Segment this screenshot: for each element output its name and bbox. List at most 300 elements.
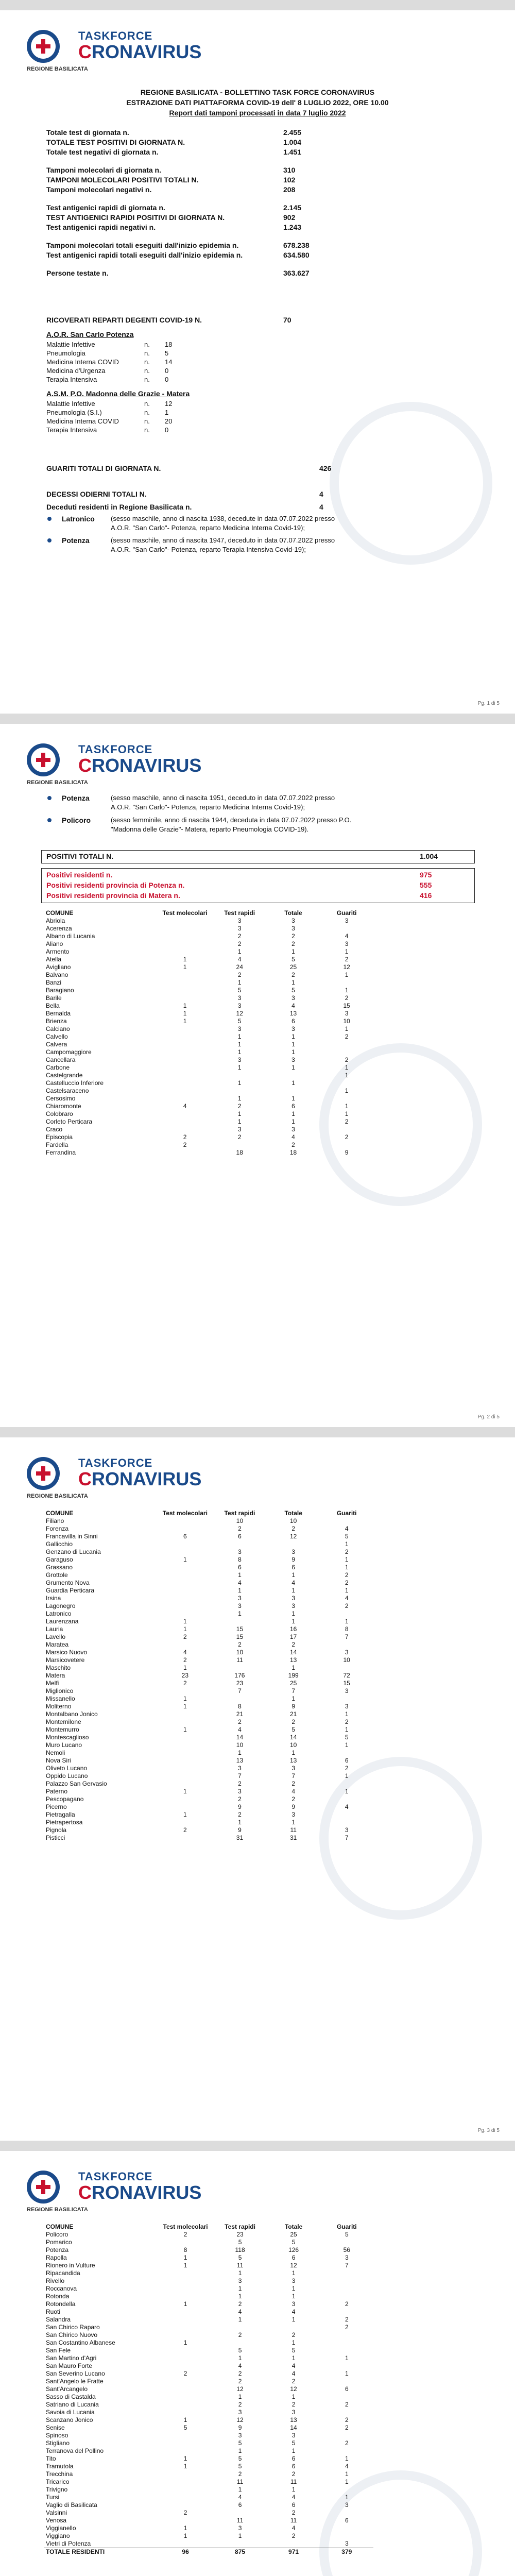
table-row: [44, 1025, 373, 1033]
table-cell: 5: [238, 2347, 242, 2354]
table-cell: [320, 925, 373, 933]
table-cell: Satriano di Lucania: [46, 2401, 99, 2408]
table-cell: 4: [345, 1525, 349, 1532]
title-3: Report dati tamponi processati in data 7 luglio 2022: [169, 109, 346, 117]
table-header: Test rapidi: [225, 2223, 255, 2230]
table-cell: Calciano: [46, 1025, 70, 1032]
table-cell: 3: [291, 1056, 295, 1063]
table-cell: [158, 2517, 213, 2524]
table-cell: 4: [238, 2308, 242, 2315]
positivi-res-value: 416: [420, 891, 432, 900]
table-cell: Pietragalla: [46, 1811, 75, 1818]
table-cell: [320, 2409, 373, 2416]
table-header: Test molecolari: [162, 909, 208, 917]
table-cell: [320, 1664, 373, 1672]
table-cell: 1: [183, 1788, 187, 1795]
hosp-count: 1: [165, 409, 169, 416]
table-cell: 23: [236, 2231, 244, 2238]
stat-value: 1.004: [283, 138, 302, 146]
table-cell: 2: [345, 2300, 349, 2308]
brand-top: TASKFORCE: [78, 743, 153, 756]
table-cell: 5: [238, 2254, 242, 2261]
table-cell: [158, 1025, 213, 1033]
table-cell: Grottole: [46, 1571, 68, 1579]
ricoverati-label: RICOVERATI REPARTI DEGENTI COVID-19 N.: [46, 316, 202, 324]
table-cell: 1: [183, 2455, 187, 2462]
stat-value: 2.455: [283, 128, 302, 137]
table-cell: [320, 2277, 373, 2285]
table-cell: Melfi: [46, 1680, 59, 1687]
table-cell: 2: [238, 1795, 242, 1803]
table-cell: 2: [345, 2316, 349, 2323]
table-cell: [158, 1734, 213, 1741]
table-cell: 118: [235, 2246, 245, 2253]
table-cell: 15: [236, 1633, 244, 1640]
table-cell: [320, 2347, 373, 2354]
table-cell: 5: [345, 1533, 349, 1540]
table-cell: Scanzano Jonico: [46, 2416, 93, 2424]
table-row: [44, 2370, 373, 2378]
table-cell: 9: [291, 1703, 296, 1710]
table-cell: 3: [345, 1649, 349, 1656]
region-crest-icon: [27, 743, 60, 776]
table-cell: 4: [291, 1788, 296, 1795]
brand-top: TASKFORCE: [78, 1456, 153, 1469]
table-cell: [158, 1610, 213, 1618]
table-cell: 15: [236, 1625, 244, 1633]
table-cell: 10: [236, 1649, 244, 1656]
table-row: [44, 1525, 373, 1533]
table-cell: 1: [345, 1540, 349, 1548]
table-cell: Potenza: [46, 2246, 69, 2253]
table-cell: 199: [288, 1672, 299, 1679]
hosp-n: n.: [144, 358, 150, 366]
table-cell: 18: [289, 1149, 297, 1156]
table-cell: 5: [345, 2231, 349, 2238]
table-cell: Garaguso: [46, 1556, 73, 1563]
table-cell: [158, 2378, 213, 2385]
table-cell: 2: [183, 1633, 187, 1640]
table-cell: 5: [291, 2439, 296, 2447]
positivi-res-value: 975: [420, 871, 432, 879]
table-cell: Cancellara: [46, 1056, 76, 1063]
table-cell: Atella: [46, 956, 62, 963]
table-row: [44, 1834, 373, 1842]
table-cell: [158, 1803, 213, 1811]
table-cell: 11: [290, 2517, 297, 2524]
table-cell: [158, 2362, 213, 2370]
table-row: [44, 2532, 373, 2540]
table-cell: 1: [238, 2269, 242, 2277]
table-row: [44, 1664, 373, 1672]
table-cell: 7: [291, 1687, 296, 1694]
table-cell: 3: [238, 1595, 242, 1602]
table-cell: [213, 1087, 267, 1095]
table-cell: 3: [291, 925, 295, 932]
table-cell: [320, 1695, 373, 1703]
table-cell: 1: [237, 1048, 242, 1056]
table-cell: 1: [238, 2486, 242, 2493]
table-cell: San Mauro Forte: [46, 2362, 93, 2369]
table-cell: 4: [291, 1002, 295, 1009]
table-row: [44, 925, 373, 933]
table-row: [44, 1041, 373, 1048]
table-header: Guariti: [336, 2223, 357, 2230]
table-cell: 1: [183, 1726, 187, 1733]
table-cell: 1: [238, 2393, 242, 2400]
region-label: REGIONE BASILICATA: [27, 1493, 88, 1499]
table-cell: 13: [290, 1656, 297, 1664]
table-cell: San Chirico Nuovo: [46, 2331, 98, 2338]
table-row: [44, 2354, 373, 2362]
table-cell: [158, 2401, 213, 2409]
table-cell: 3: [237, 1025, 242, 1032]
comuni-table: [44, 1510, 373, 1842]
brand-bottom: CRONAVIRUS: [78, 2182, 202, 2203]
table-cell: [320, 1141, 373, 1149]
table-cell: 3: [291, 1548, 296, 1555]
table-cell: [320, 1641, 373, 1649]
stat-label: Totale test negativi di giornata n.: [46, 148, 159, 156]
table-cell: 5: [237, 987, 242, 994]
table-row: [44, 1625, 373, 1633]
table-cell: Rapolla: [46, 2254, 67, 2261]
table-header-row: [44, 1510, 373, 1517]
table-cell: 1: [345, 1025, 349, 1032]
table-row: [44, 2308, 373, 2316]
table-cell: Corleto Perticara: [46, 1118, 93, 1125]
brand-bottom: CRONAVIRUS: [78, 1468, 202, 1489]
table-cell: 2: [345, 2424, 349, 2431]
stat-label: Tamponi molecolari di giornata n.: [46, 166, 161, 174]
table-cell: 14: [290, 1649, 297, 1656]
table-row: [44, 2517, 373, 2524]
table-row: [44, 933, 373, 940]
table-row: [44, 1064, 373, 1072]
table-cell: Tursi: [46, 2494, 60, 2501]
table-cell: [267, 1072, 320, 1079]
table-row: [44, 2347, 373, 2354]
table-row: [44, 1741, 373, 1749]
table-row: [44, 2378, 373, 2385]
table-cell: Missanello: [46, 1695, 75, 1702]
table-cell: [158, 1048, 213, 1056]
table-cell: 56: [343, 2246, 350, 2253]
table-cell: [320, 2486, 373, 2494]
table-cell: [158, 1118, 213, 1126]
table-row: [44, 2409, 373, 2416]
stat-value: 2.145: [283, 204, 302, 212]
table-cell: Baragiano: [46, 987, 74, 994]
table-cell: [158, 948, 213, 956]
table-cell: Acerenza: [46, 925, 72, 932]
table-cell: Oliveto Lucano: [46, 1765, 88, 1772]
table-cell: Vietri di Potenza: [46, 2540, 91, 2547]
table-cell: 9: [238, 1803, 242, 1810]
hosp-count: 0: [165, 426, 169, 434]
table-row: [44, 1056, 373, 1064]
table-cell: [320, 2393, 373, 2401]
table-cell: Albano di Lucania: [46, 933, 95, 940]
table-cell: [158, 1540, 213, 1548]
table-cell: 11: [236, 2262, 244, 2269]
table-cell: 10: [290, 1741, 297, 1749]
page-1: [0, 10, 515, 714]
table-cell: [320, 2331, 373, 2339]
table-cell: [158, 1587, 213, 1595]
hosp-ward: Pneumologia (S.I.): [46, 409, 102, 416]
table-cell: Castelgrande: [46, 1072, 83, 1079]
table-cell: 21: [236, 1710, 244, 1718]
table-cell: Oppido Lucano: [46, 1772, 88, 1780]
table-cell: Cersosimo: [46, 1095, 76, 1102]
table-cell: Banzi: [46, 979, 62, 986]
table-cell: Miglionico: [46, 1687, 74, 1694]
comuni-table: [44, 909, 373, 1157]
table-cell: 1: [183, 1018, 187, 1025]
table-cell: [158, 2385, 213, 2393]
table-cell: 1: [183, 2532, 187, 2539]
table-cell: Ripacandida: [46, 2269, 80, 2277]
table-header-row: [44, 909, 373, 917]
table-cell: Tramutola: [46, 2463, 74, 2470]
table-cell: [158, 1819, 213, 1826]
table-cell: [213, 1540, 267, 1548]
table-cell: 25: [290, 1680, 297, 1687]
table-cell: 6: [238, 2501, 242, 2509]
table-cell: 1: [237, 1095, 242, 1102]
table-cell: 7: [238, 1772, 242, 1780]
table-cell: 13: [289, 1010, 297, 1017]
table-cell: 2: [345, 2324, 349, 2331]
table-cell: 3: [345, 917, 349, 924]
death-town: Policoro: [62, 816, 91, 824]
table-header: COMUNE: [46, 909, 74, 917]
table-cell: 14: [290, 2424, 297, 2431]
table-cell: [158, 1033, 213, 1041]
table-cell: [320, 979, 373, 987]
table-cell: [158, 2316, 213, 2324]
table-cell: [213, 2540, 267, 2548]
table-row: [44, 2486, 373, 2494]
table-cell: 5: [238, 2455, 242, 2462]
table-cell: 25: [290, 2231, 297, 2238]
table-row: [44, 1718, 373, 1726]
table-cell: [320, 1795, 373, 1803]
table-cell: 2: [345, 1056, 349, 1063]
table-cell: 3: [291, 1595, 296, 1602]
hosp-ward: Terapia Intensiva: [46, 426, 97, 434]
table-row: [44, 1618, 373, 1625]
table-cell: 2: [291, 933, 295, 940]
table-cell: Moliterno: [46, 1703, 72, 1710]
table-cell: 1: [237, 1041, 242, 1048]
table-cell: 3: [345, 1703, 349, 1710]
table-cell: 1: [183, 1703, 187, 1710]
table-cell: 3: [291, 1602, 296, 1609]
brand: [78, 743, 212, 775]
hosp-n: n.: [144, 376, 150, 383]
table-cell: 5: [291, 2239, 296, 2246]
brand-top: TASKFORCE: [78, 29, 153, 42]
virus-watermark: [330, 402, 492, 565]
table-cell: 1: [345, 2455, 349, 2462]
hosp-count: 18: [165, 341, 173, 348]
table-cell: 1: [238, 1571, 242, 1579]
table-cell: 2: [291, 940, 295, 947]
table-cell: Latronico: [46, 1610, 72, 1617]
table-cell: [158, 1780, 213, 1788]
table-cell: 1: [345, 2494, 349, 2501]
table-cell: 1: [238, 1587, 242, 1594]
bullet-icon: [47, 538, 52, 543]
stat-value: 310: [283, 166, 296, 174]
table-cell: 1: [291, 979, 295, 986]
table-cell: Laurenzana: [46, 1618, 79, 1625]
table-cell: Spinoso: [46, 2432, 68, 2439]
table-row: [44, 1002, 373, 1010]
table-cell: Irsina: [46, 1595, 61, 1602]
table-row: [44, 1811, 373, 1819]
table-cell: 1: [345, 1103, 349, 1110]
table-cell: 2: [238, 2300, 242, 2308]
table-cell: 1: [291, 1033, 295, 1040]
table-row: [44, 1602, 373, 1610]
header-logo: [27, 29, 202, 72]
table-cell: 1: [183, 2524, 187, 2532]
table-cell: Marsicovetere: [46, 1656, 85, 1664]
stat-label: TAMPONI MOLECOLARI POSITIVI TOTALI N.: [46, 176, 199, 184]
table-cell: [158, 1595, 213, 1602]
table-row: [44, 1579, 373, 1587]
table-cell: [158, 925, 213, 933]
table-cell: Avigliano: [46, 963, 71, 971]
table-cell: 6: [291, 1103, 295, 1110]
table-cell: [213, 2324, 267, 2331]
table-cell: Craco: [46, 1126, 63, 1133]
table-cell: 1: [345, 1710, 349, 1718]
table-cell: 13: [290, 1757, 297, 1764]
table-cell: 1: [345, 1064, 349, 1071]
table-cell: 1: [291, 1079, 295, 1087]
table-cell: 12: [290, 2262, 297, 2269]
table-cell: 2: [345, 994, 349, 1002]
table-cell: [158, 1571, 213, 1579]
table-cell: 5: [291, 956, 295, 963]
table-cell: 3: [345, 2540, 349, 2547]
table-row: [44, 2385, 373, 2393]
table-cell: 4: [291, 1133, 295, 1141]
table-cell: [158, 2432, 213, 2439]
table-row: [44, 2277, 373, 2285]
table-cell: 2: [238, 2378, 242, 2385]
table-cell: [158, 2540, 213, 2548]
table-cell: 3: [291, 2432, 296, 2439]
table-cell: [158, 1079, 213, 1087]
table-cell: 1: [291, 2285, 296, 2292]
table-cell: 2: [345, 1033, 349, 1040]
table-cell: Salandra: [46, 2316, 71, 2323]
table-cell: [158, 1126, 213, 1133]
table-cell: [320, 1610, 373, 1618]
table-cell: 1: [237, 1118, 242, 1125]
table-row: [44, 1595, 373, 1602]
table-cell: 1: [291, 1041, 295, 1048]
table-row: [44, 1149, 373, 1157]
table-cell: 1: [183, 1618, 187, 1625]
table-cell: Valsinni: [46, 2509, 67, 2516]
table-cell: 6: [183, 1533, 187, 1540]
page-2: [0, 724, 515, 1427]
table-cell: 126: [288, 2246, 299, 2253]
table-header: Test rapidi: [224, 1510, 255, 1517]
table-cell: San Martino d'Agri: [46, 2354, 97, 2362]
table-cell: 2: [237, 933, 242, 940]
hosp-n: n.: [144, 417, 150, 425]
table-row: [44, 2509, 373, 2517]
table-cell: [158, 2308, 213, 2316]
table-cell: Castelsaraceno: [46, 1087, 89, 1094]
table-row: [44, 2300, 373, 2308]
region-label: REGIONE BASILICATA: [27, 779, 88, 786]
death-text: A.O.R. "San Carlo"- Potenza, reparto Terapia Intensiva Covid-19);: [111, 546, 306, 553]
table-cell: 17: [290, 1633, 297, 1640]
table-row: [44, 1672, 373, 1680]
table-cell: 6: [291, 1018, 295, 1025]
table-cell: 2: [238, 1641, 242, 1648]
table-row: [44, 1641, 373, 1649]
table-cell: 6: [291, 2254, 296, 2261]
table-cell: San Costantino Albanese: [46, 2339, 115, 2346]
table-cell: 10: [236, 1741, 244, 1749]
table-cell: 2: [291, 1525, 296, 1532]
table-cell: 1: [238, 2293, 242, 2300]
table-cell: 3: [238, 1765, 242, 1772]
table-cell: 1: [237, 1079, 242, 1087]
table-header: Guariti: [336, 1510, 357, 1517]
table-row: [44, 2324, 373, 2331]
table-cell: 1: [237, 948, 242, 955]
table-cell: 8: [238, 1703, 242, 1710]
table-row: [44, 2416, 373, 2424]
table-cell: 2: [345, 956, 349, 963]
table-cell: 3: [238, 2409, 242, 2416]
table-cell: 1: [237, 1064, 242, 1071]
table-cell: Tricarico: [46, 2478, 70, 2485]
table-cell: 2: [291, 1795, 296, 1803]
table-cell: 2: [345, 2416, 349, 2424]
table-row: [44, 1695, 373, 1703]
death-text: (sesso femminile, anno di nascita 1944, deceduta in data 07.07.2022 presso P.O.: [111, 816, 352, 824]
table-cell: 4: [291, 2362, 296, 2369]
table-cell: 1: [291, 948, 295, 955]
table-cell: Sasso di Castalda: [46, 2393, 96, 2400]
table-cell: 3: [238, 2524, 242, 2532]
table-cell: 4: [345, 1803, 349, 1810]
table-row: [44, 917, 373, 925]
table-cell: [158, 2239, 213, 2246]
hosp-n: n.: [144, 367, 150, 375]
table-cell: 1: [291, 2486, 296, 2493]
table-cell: Tito: [46, 2455, 56, 2462]
table-cell: [158, 2439, 213, 2447]
table-cell: 3: [238, 2277, 242, 2284]
table-cell: Francavilla in Sinni: [46, 1533, 98, 1540]
table-row: [44, 1133, 373, 1141]
table-cell: 24: [236, 963, 243, 971]
table-cell: 3: [345, 1826, 349, 1834]
table-cell: 72: [343, 1672, 350, 1679]
